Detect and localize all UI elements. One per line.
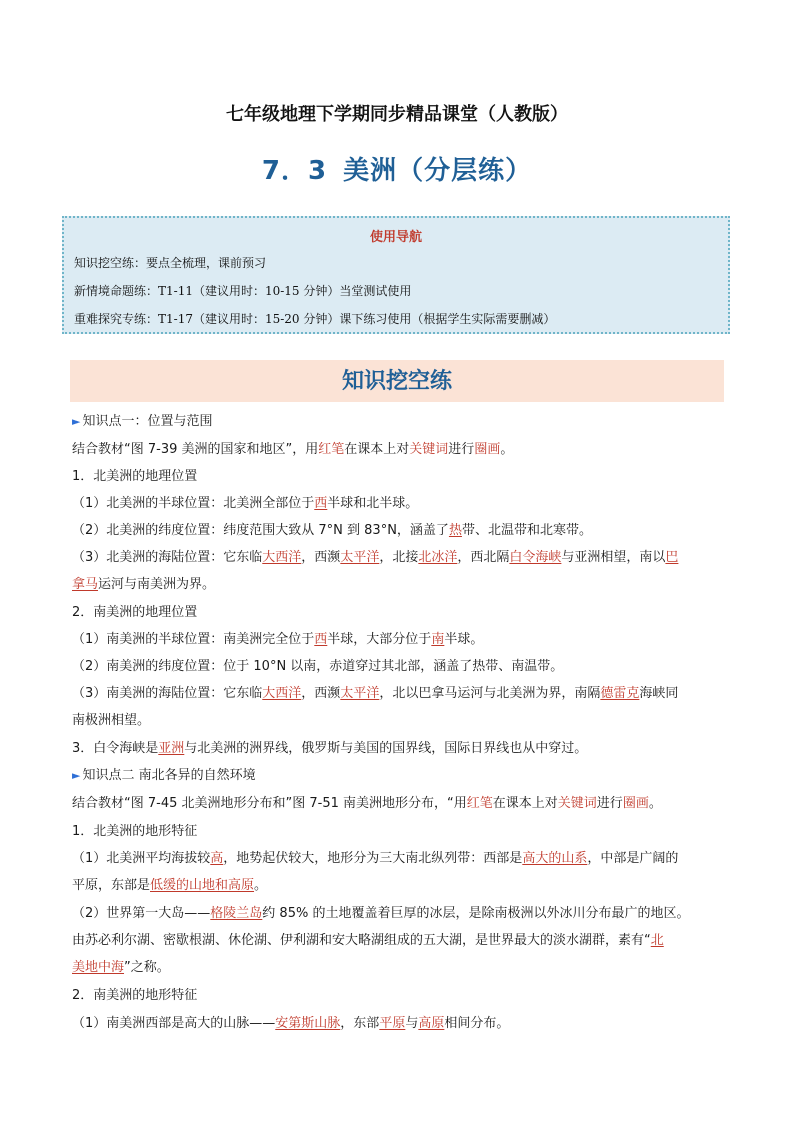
usage-guide-box	[62, 216, 730, 334]
subsection-title: 2．南美洲的地形特征	[72, 988, 198, 1003]
lesson-number: 7．3	[261, 156, 328, 186]
usage-guide-line: 新情境命题练：T1-11（建议用时：10-15 分钟）当堂测试使用	[74, 284, 412, 298]
usage-guide-title: 使用导航	[369, 230, 422, 245]
text-line: 3．白令海峡是亚洲与北美洲的洲界线，俄罗斯与美国的国界线，国际日界线也从中穿过。	[72, 741, 588, 756]
instruction-line: 结合教材“图 7-45 北美洲地形分布和”图 7-51 南美洲地形分布，“用红笔在课本上对关键词进行圈画。	[72, 796, 662, 811]
text-line: （1）南美洲西部是高大的山脉——安第斯山脉，东部平原与高原相间分布。	[72, 1016, 510, 1031]
text-line: 南极洲相望。	[72, 713, 151, 728]
text-line: 由苏必利尔湖、密歇根湖、休伦湖、伊利湖和安大略湖组成的五大湖，是世界最大的淡水湖群，素有“北	[72, 933, 664, 948]
text-line: （1）北美洲平均海拔较高，地势起伏较大，地形分为三大南北纵列带：西部是高大的山系，中部是广阔的	[72, 851, 679, 866]
triangle-icon: ►	[72, 769, 81, 782]
text-line: （3）南美洲的海陆位置：它东临大西洋，西濒太平洋，北以巴拿马运河与北美洲为界，南隔德雷克海峡同	[72, 686, 679, 701]
text-line: （2）世界第一大岛——格陵兰岛约 85% 的土地覆盖着巨厚的冰层，是除南极洲以外冰川分布最广的地区。	[72, 906, 690, 921]
usage-guide-line: 知识挖空练：要点全梳理，课前预习	[74, 256, 267, 270]
subsection-title: 1．北美洲的地理位置	[72, 469, 198, 484]
instruction-line: 结合教材“图 7-39 美洲的国家和地区”，用红笔在课本上对关键词进行圈画。	[72, 442, 514, 457]
text-line: （1）南美洲的半球位置：南美洲完全位于西半球，大部分位于南半球。	[72, 632, 484, 647]
text-line: （2）南美洲的纬度位置：位于 10°N 以南，赤道穿过其北部，涵盖了热带、南温带。	[72, 659, 564, 674]
knowledge-point-heading: ► 知识点一：位置与范围	[72, 414, 213, 429]
subsection-title: 1．北美洲的地形特征	[72, 824, 198, 839]
usage-guide-line: 重难探究专练：T1-17（建议用时：15-20 分钟）课下练习使用（根据学生实际需要删减）	[74, 312, 556, 326]
subsection-title: 2．南美洲的地理位置	[72, 605, 198, 620]
section-banner: 知识挖空练	[70, 360, 724, 402]
series-title: 七年级地理下学期同步精品课堂（人教版）	[226, 104, 568, 125]
text-line: 美地中海”之称。	[72, 960, 170, 975]
text-line: （3）北美洲的海陆位置：它东临大西洋，西濒太平洋，北接北冰洋，西北隔白令海峡与亚洲相望，南以巴	[72, 550, 679, 565]
lesson-title	[0, 150, 794, 187]
knowledge-point-heading: ► 知识点二 南北各异的自然环境	[72, 768, 256, 783]
lesson-name: 美洲（分层练）	[343, 156, 533, 186]
text-line: （2）北美洲的纬度位置：纬度范围大致从 7°N 到 83°N，涵盖了热带、北温带和北寒带。	[72, 523, 592, 538]
text-line: 拿马运河与南美洲为界。	[72, 577, 216, 592]
text-line: （1）北美洲的半球位置：北美洲全部位于西半球和北半球。	[72, 496, 419, 511]
text-line: 平原，东部是低缓的山地和高原。	[72, 878, 268, 893]
triangle-icon: ►	[72, 415, 81, 428]
